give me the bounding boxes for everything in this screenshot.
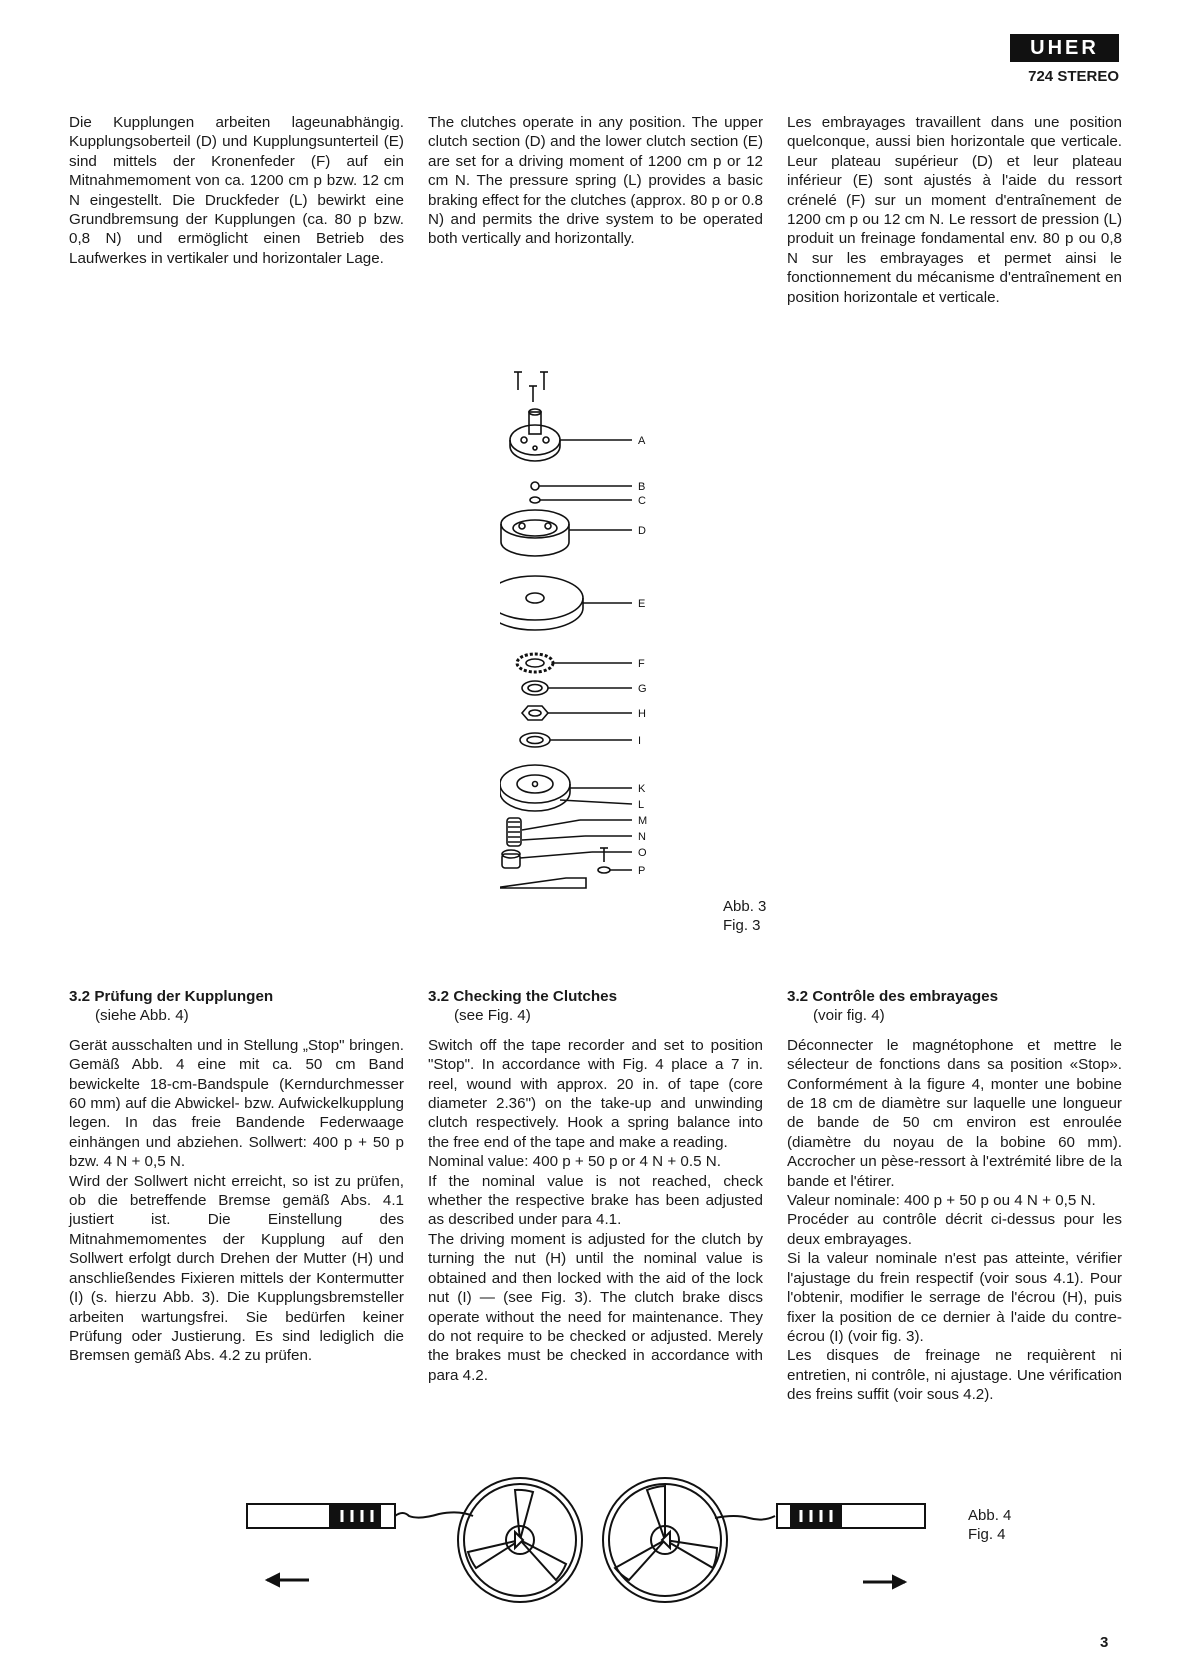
section-french-paragraph: Les disques de freinage ne requièrent ni entretien, ni contrôle, ni ajustage. Une vérification des freins suffit (voir sous 4.2). <box>787 1347 1122 1404</box>
label-g: G <box>638 683 647 695</box>
figure3-caption <box>723 897 766 935</box>
section-english-paragraph: Nominal value: 400 p + 50 p or 4 N + 0.5 N. <box>428 1153 721 1171</box>
label-l: L <box>638 799 645 811</box>
section-english-paragraph: If the nominal value is not reached, check whether the respective brake has been adjusted as described under para 4.1. <box>428 1172 763 1229</box>
label-h: H <box>638 708 646 720</box>
arrow-left-icon <box>267 1574 309 1586</box>
label-c: C <box>638 495 646 507</box>
figure3-caption-en: Fig. 3 <box>723 917 761 934</box>
figure3-caption-de: Abb. 3 <box>723 898 767 915</box>
clutch-exploded-diagram <box>500 368 715 908</box>
label-o: O <box>638 847 647 859</box>
reel-spring-balance-diagram <box>245 1472 965 1622</box>
model-name: 724 STEREO <box>1028 68 1119 85</box>
figure4-caption <box>968 1506 1011 1544</box>
section-french <box>787 987 1122 1405</box>
figure4-caption-en: Fig. 4 <box>968 1526 1006 1543</box>
section-english-paragraph: Switch off the tape recorder and set to position "Stop". In accordance with Fig. 4 place a 7 in. reel, wound with approx. 20 in. of tape (core diameter 2.36") on the take-up and unwinding clutch respectively. Hook a spring balance into the free end of the tape and make a reading. <box>428 1036 763 1151</box>
section-german-paragraph: Wird der Sollwert nicht erreicht, so ist zu prüfen, ob die betreffende Bremse gemäß Abs. 4.1 justiert ist. Die Einstellung des Mitnahmemomentes der Kupplung auf den Sollwert erfolgt durch Drehen der Mutter (H) und anschließendes Fixieren mittels der Kontermutter (I) (s. hierzu Abb. 3). Die Kupplungsbremsteller arbeiten wartungsfrei. Sie bedürfen keiner Prüfung oder Justierung. Es sind lediglich die Bremsen gemäß Abs. 4.2 zu prüfen. <box>69 1172 404 1365</box>
label-b: B <box>638 481 646 493</box>
label-m: M <box>638 815 648 827</box>
section-german-paragraph: Gerät ausschalten und in Stellung „Stop" bringen. Gemäß Abb. 4 eine mit ca. 50 cm Band bewickelte 18-cm-Bandspule (Kerndurchmesser 60 mm) auf die Abwickel- bzw. Aufwickelkupplung legen. In das freie Bandende Federwaage einhängen und abziehen. Sollwert: 400 p + 50 p bzw. 4 N + 0,5 N. <box>69 1036 404 1171</box>
section-english <box>428 987 763 1385</box>
section-german <box>69 987 404 1366</box>
label-k: K <box>638 783 646 795</box>
section-english-subtitle: (see Fig. 4) <box>454 1007 531 1025</box>
section-french-paragraph: Procéder au contrôle décrit ci-dessus pour les deux embrayages. <box>787 1211 1122 1248</box>
right-reel <box>603 1478 727 1602</box>
uher-logo: UHER <box>1010 34 1119 62</box>
section-french-paragraph: Si la valeur nominale n'est pas atteinte, vérifier l'ajustage du frein respectif (voir sous 4.1). Pour l'obtenir, modifier le serrage de l'écrou (H), puis fixer la position de ce dernier à l'aide du contre-écrou (I) (voir fig. 3). <box>787 1250 1122 1345</box>
label-e: E <box>638 598 646 610</box>
label-d: D <box>638 525 646 537</box>
intro-french <box>787 113 1122 307</box>
section-french-subtitle: (voir fig. 4) <box>813 1007 885 1025</box>
intro-english-text: The clutches operate in any position. The upper clutch section (D) and the lower clutch section (E) are set for a driving moment of 1200 cm p or 12 cm N. The pressure spring (L) provides a basic braking effect for the clutches (approx. 80 p or 0.8 N) and permits the drive system to be operated both vertically and horizontally. <box>428 114 763 248</box>
arrow-right-icon <box>863 1576 905 1588</box>
section-german-subtitle: (siehe Abb. 4) <box>95 1007 189 1025</box>
section-english-paragraph: The driving moment is adjusted for the clutch by turning the nut (H) until the nominal value is obtained and then locked with the aid of the lock nut (I) — (see Fig. 3). The clutch brake discs operate without the need for maintenance. They do not require to be checked or adjusted. Merely the brakes must be checked in accordance with para 4.2. <box>428 1230 763 1384</box>
label-a: A <box>638 435 646 447</box>
section-german-title: 3.2 Prüfung der Kupplungen <box>69 988 274 1005</box>
label-f: F <box>638 658 645 670</box>
page-number: 3 <box>1100 1634 1109 1651</box>
intro-german <box>69 113 404 268</box>
intro-english <box>428 113 763 249</box>
label-i: I <box>638 735 642 747</box>
section-french-paragraph: Valeur nominale: 400 p + 50 p ou 4 N + 0,5 N. <box>787 1192 1096 1210</box>
label-n: N <box>638 831 646 843</box>
section-english-title: 3.2 Checking the Clutches <box>428 988 618 1005</box>
intro-german-text: Die Kupplungen arbeiten lageunabhängig. Kupplungsoberteil (D) und Kupplungsunterteil (E) sind mittels der Kronenfeder (F) auf ein Mitnahmemoment von ca. 1200 cm p bzw. 12 cm N eingestellt. Die Druckfeder (L) bewirkt eine Grundbremsung der Kupplungen (ca. 80 p bzw. 0,8 N) und ermöglicht einen Betrieb des Laufwerkes in vertikaler und horizontaler Lage. <box>69 114 404 267</box>
figure4-caption-de: Abb. 4 <box>968 1507 1012 1524</box>
section-french-paragraph: Déconnecter le magnétophone et mettre le sélecteur de fonctions dans sa position «Stop». Conformément à la figure 4, monter une bobine de 18 cm de diamètre sur laquelle une longueur de bande de 50 cm environ est enroulée (diamètre du noyau de la bobine 60 mm). Accrocher un pèse-ressort à l'extrémité libre de la bande et l'étirer. <box>787 1036 1122 1190</box>
section-french-title: 3.2 Contrôle des embrayages <box>787 988 999 1005</box>
intro-french-text: Les embrayages travaillent dans une position quelconque, aussi bien horizontale que verticale. Leur plateau supérieur (D) et leur plateau inférieur (E) sont ajustés à l'aide du ressort crénelé (F) sur un moment d'entraînement de 1200 cm p ou 12 cm N. Le ressort de pression (L) produit un freinage fondamental env. 80 p ou 0,8 N sur les embrayages et permet ainsi le fonctionnement du mécanisme d'entraînement en position horizontale et verticale. <box>787 114 1122 306</box>
label-p: P <box>638 865 646 877</box>
left-reel <box>458 1478 582 1602</box>
